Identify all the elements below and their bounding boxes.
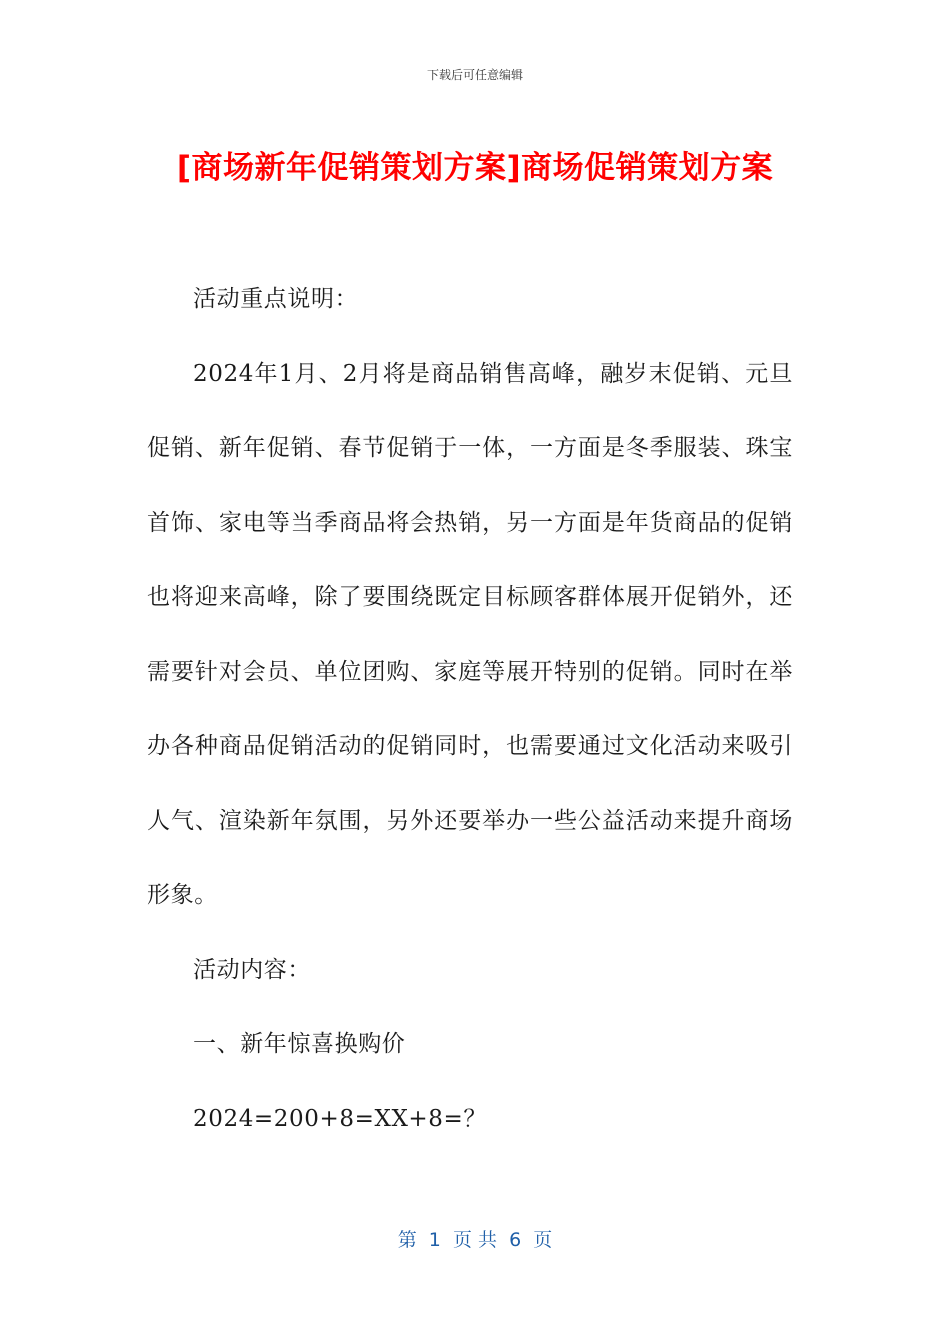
paragraph-activity-focus: 活动重点说明：	[193, 286, 359, 312]
paragraph-activity-content: 活动内容：	[193, 956, 311, 983]
paragraph-formula: 2024=200+8=XX+8=？	[193, 1105, 488, 1132]
header-note: 下载后可任意编辑	[426, 68, 523, 82]
document-body	[147, 262, 793, 1156]
page-number-footer: 第 1 页 共 6 页	[397, 1229, 553, 1251]
paragraph-section-one: 一、新年惊喜换购价	[193, 1031, 406, 1057]
document-title: [商场新年促销策划方案]商场促销策划方案	[176, 150, 774, 186]
paragraph-description: 2024年1月、2月将是商品销售高峰，融岁末促销、元旦促销、新年促销、春节促销于一体，一方面是冬季服装、珠宝首饰、家电等当季商品将会热销，另一方面是年货商品的促销也将迎来高峰，除了要围绕既定目标顾客群体展开促销外，还需要针对会员、单位团购、家庭等展开特别的促销。同时在举办各种商品促销活动的促销同时，也需要通过文化活动来吸引人气、渲染新年氛围，另外还要举办一些公益活动来提升商场形象。	[147, 360, 793, 908]
